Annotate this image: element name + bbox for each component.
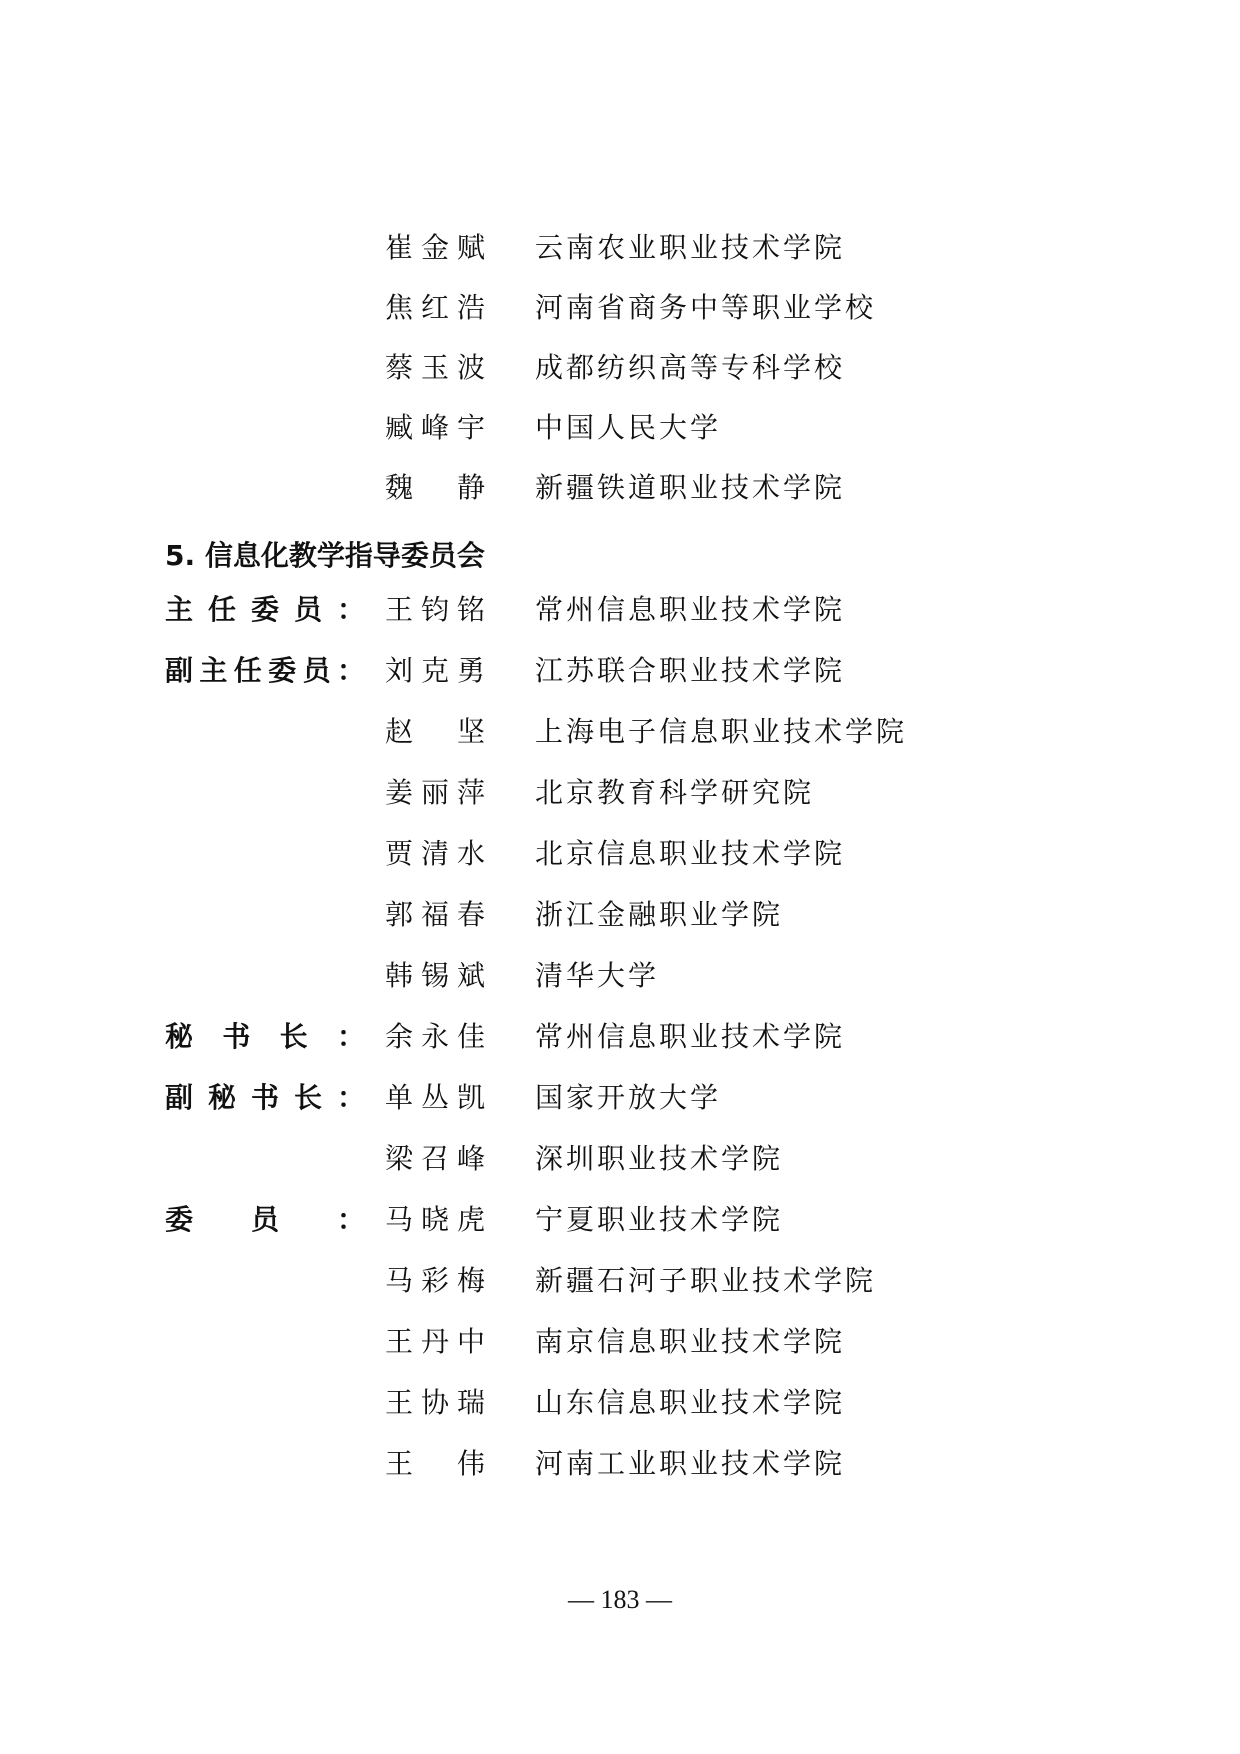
role-label: 副 秘 书 长 ： (165, 1081, 365, 1114)
committee-row (0, 895, 1240, 935)
committee-row (0, 956, 1240, 996)
member-name: 姜 丽 萍 (385, 776, 485, 809)
member-name: 余 永 佳 (385, 1020, 485, 1053)
member-name: 郭 福 春 (385, 898, 485, 931)
member-row (0, 408, 1240, 448)
committee-row (0, 1444, 1240, 1484)
section-title: 5. 信息化教学指导委员会 (165, 539, 485, 572)
committee-row (0, 773, 1240, 813)
member-name: 臧 峰 宇 (385, 411, 485, 444)
role-label: 秘 书 长 ： (165, 1020, 365, 1053)
member-name: 赵 坚 (385, 715, 485, 748)
committee-row (0, 1261, 1240, 1301)
committee-row (0, 1322, 1240, 1362)
member-row (0, 348, 1240, 388)
member-org: 云南农业职业技术学院 (535, 231, 846, 264)
member-org: 深圳职业技术学院 (535, 1142, 784, 1175)
member-name: 刘 克 勇 (385, 654, 485, 687)
committee-row (0, 590, 1240, 630)
committee-row (0, 1078, 1240, 1118)
member-name: 贾 清 水 (385, 837, 485, 870)
member-row (0, 468, 1240, 508)
member-org: 浙江金融职业学院 (535, 898, 784, 931)
member-org: 常州信息职业技术学院 (535, 1020, 846, 1053)
member-org: 北京信息职业技术学院 (535, 837, 846, 870)
committee-row (0, 651, 1240, 691)
committee-row (0, 834, 1240, 874)
member-org: 清华大学 (535, 959, 660, 992)
member-org: 山东信息职业技术学院 (535, 1386, 846, 1419)
role-label: 副 主 任 委 员 ： (165, 654, 365, 687)
role-label: 主 任 委 员 ： (165, 593, 365, 626)
member-name: 焦 红 浩 (385, 291, 485, 324)
role-label: 委 员 ： (165, 1203, 365, 1236)
member-org: 上海电子信息职业技术学院 (535, 715, 908, 748)
member-name: 蔡 玉 波 (385, 351, 485, 384)
member-name: 梁 召 峰 (385, 1142, 485, 1175)
member-name: 王 协 瑞 (385, 1386, 485, 1419)
member-name: 单 丛 凯 (385, 1081, 485, 1114)
member-org: 北京教育科学研究院 (535, 776, 815, 809)
member-name: 王 钧 铭 (385, 593, 485, 626)
member-org: 成都纺织高等专科学校 (535, 351, 846, 384)
committee-row (0, 712, 1240, 752)
member-org: 南京信息职业技术学院 (535, 1325, 846, 1358)
member-name: 韩 锡 斌 (385, 959, 485, 992)
member-org: 国家开放大学 (535, 1081, 722, 1114)
member-org: 中国人民大学 (535, 411, 722, 444)
member-name: 马 晓 虎 (385, 1203, 485, 1236)
member-name: 马 彩 梅 (385, 1264, 485, 1297)
member-name: 王 伟 (385, 1447, 485, 1480)
member-name: 魏 静 (385, 471, 485, 504)
member-org: 江苏联合职业技术学院 (535, 654, 846, 687)
committee-row (0, 1139, 1240, 1179)
committee-row (0, 1200, 1240, 1240)
committee-row (0, 1383, 1240, 1423)
member-name: 崔 金 赋 (385, 231, 485, 264)
member-row (0, 228, 1240, 268)
member-org: 新疆石河子职业技术学院 (535, 1264, 877, 1297)
member-row (0, 288, 1240, 328)
member-org: 新疆铁道职业技术学院 (535, 471, 846, 504)
member-org: 常州信息职业技术学院 (535, 593, 846, 626)
page-number: — 183 — (568, 1585, 672, 1614)
committee-row (0, 1017, 1240, 1057)
member-org: 河南省商务中等职业学校 (535, 291, 877, 324)
member-name: 王 丹 中 (385, 1325, 485, 1358)
member-org: 宁夏职业技术学院 (535, 1203, 784, 1236)
member-org: 河南工业职业技术学院 (535, 1447, 846, 1480)
